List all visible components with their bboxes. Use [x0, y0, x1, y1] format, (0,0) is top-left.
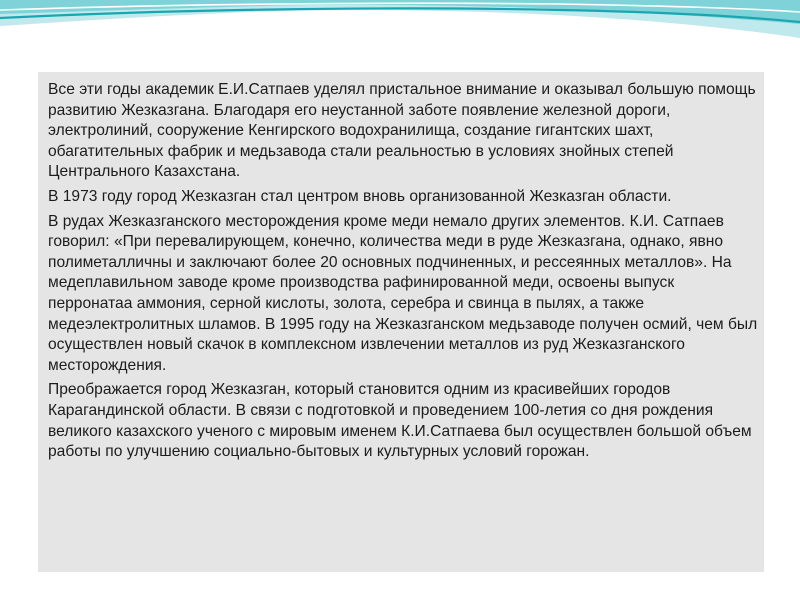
decorative-wave	[0, 0, 800, 80]
slide-text	[48, 80, 758, 467]
paragraph-1: Все эти годы академик Е.И.Сатпаев уделял пристальное внимание и оказывал большую помощь развитию Жезказгана. Благодаря его неустанной заботе появление железной дороги, электролиний, сооружение Кенгирского водохранилища, создание гигантских шахт, обагатительных фабрик и медьзавода стали реальностью в условиях знойных степей Центрального Казахстана.	[48, 81, 756, 181]
paragraph-3: В рудах Жезказганского месторождения кроме меди немало других элементов. К.И. Сатпаев говорил: «При перевалирующем, конечно, количества меди в руде Жезказгана, однако, явно полиметалличны и заключают более 20 основных подчиненных, и рессеянных металлов». На медеплавильном заводе кроме производства рафинированной меди, освоены выпуск перронатаа аммония, серной кислоты, золота, серебра и свинца в пылях, а также медеэлектролитных шламов. В 1995 году на Жезказганском медьзаводе получен осмий, чем был осуществлен новый скачок в комплексном извлечении металлов из руд Жезказганского месторождения.	[48, 212, 758, 374]
paragraph-2: В 1973 году город Жезказган стал центром вновь организованной Жезказган области.	[48, 187, 672, 205]
paragraph-4: Преображается город Жезказган, который становится одним из красивейших городов Карагандинской области. В связи с подготовкой и проведением 100-летия со дня рождения великого казахского ученого с мировым именем К.И.Сатпаева был осуществлен большой объем работы по улучшению социально-бытовых и культурных условий горожан.	[48, 381, 752, 461]
